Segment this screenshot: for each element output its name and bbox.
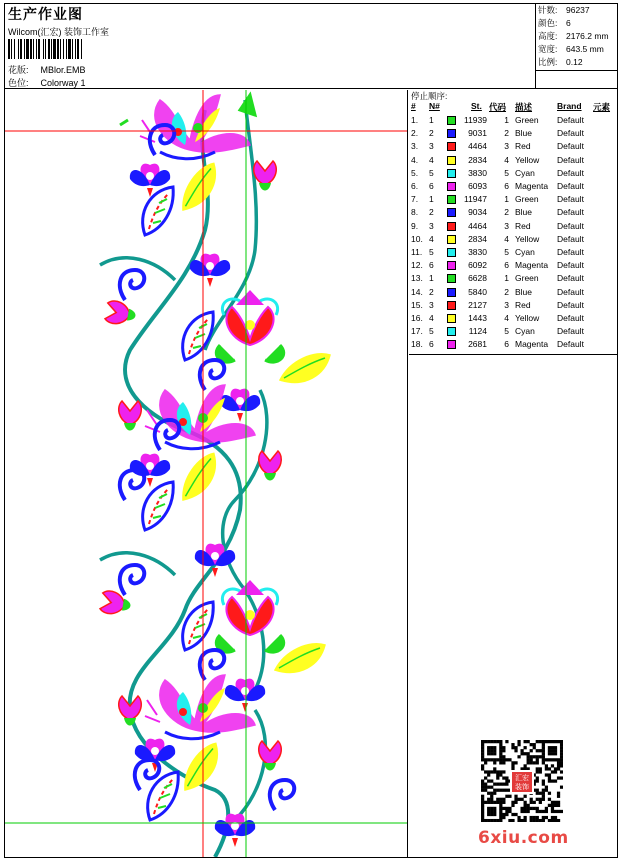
table-row <box>409 193 618 206</box>
spec-height: 高度: 2176.2 mm <box>538 31 609 41</box>
row-brand: Default <box>557 313 584 323</box>
row-needle: 6 <box>429 181 434 191</box>
row-code: 6 <box>504 181 509 191</box>
row-code: 2 <box>504 207 509 218</box>
header-stitches: St. <box>471 101 482 111</box>
row-needle: 4 <box>429 154 434 165</box>
row-description: Magenta <box>515 181 549 191</box>
row-description: Yellow <box>515 154 540 165</box>
spec-width: 宽度: 643.5 mm <box>538 44 604 54</box>
row-brand: Default <box>557 207 584 218</box>
header-description: 描述 <box>515 102 533 112</box>
row-stitches: 2834 <box>468 233 487 244</box>
color-swatch <box>447 182 456 191</box>
row-description: Cyan <box>515 167 535 178</box>
row-code: 5 <box>504 247 509 257</box>
stop-sequence-panel <box>409 90 618 355</box>
table-row <box>409 312 618 325</box>
colorway-value: Colorway 1 <box>40 78 86 88</box>
row-number: 12. <box>411 260 423 271</box>
table-row <box>409 325 618 338</box>
seal-stamp: 汇宏装饰 <box>510 770 534 794</box>
color-swatch <box>447 248 456 257</box>
row-stitches: 6628 <box>468 273 487 284</box>
row-description: Green <box>515 194 539 205</box>
row-brand: Default <box>557 299 584 310</box>
row-number: 11. <box>411 247 423 257</box>
table-row <box>409 338 618 351</box>
row-needle: 1 <box>429 115 434 125</box>
spec-colors: 颜色: 6 <box>538 18 571 28</box>
row-needle: 3 <box>429 299 434 310</box>
row-stitches: 11947 <box>463 194 487 205</box>
color-swatch <box>447 116 456 125</box>
company-name: Wilcom(汇宏) 装饰工作室 <box>8 27 109 37</box>
row-stitches: 4464 <box>468 220 487 231</box>
row-description: Blue <box>515 286 533 297</box>
row-number: 1. <box>411 115 419 125</box>
row-code: 6 <box>504 339 509 350</box>
row-description: Yellow <box>515 233 540 244</box>
row-description: Red <box>515 299 531 310</box>
row-stitches: 9034 <box>468 207 487 218</box>
row-brand: Default <box>557 326 584 337</box>
row-needle: 1 <box>429 194 434 205</box>
row-needle: 4 <box>429 313 434 323</box>
row-brand: Default <box>557 154 584 165</box>
table-row <box>409 286 618 299</box>
color-swatch <box>447 208 456 217</box>
watermark-logo: 6xiu.com <box>478 828 569 848</box>
row-code: 4 <box>504 154 509 165</box>
row-number: 13. <box>411 273 423 284</box>
table-row <box>409 259 618 272</box>
header-needle: N# <box>429 101 440 111</box>
table-row <box>409 167 618 180</box>
row-stitches: 2834 <box>468 154 487 165</box>
embroidery-preview <box>5 90 408 857</box>
row-code: 3 <box>504 141 509 152</box>
table-row <box>409 206 618 219</box>
row-brand: Default <box>557 141 584 152</box>
row-number: 7. <box>411 194 419 205</box>
row-needle: 4 <box>429 233 434 244</box>
header-element: 元素 <box>593 102 611 112</box>
color-swatch <box>447 129 456 138</box>
row-number: 6. <box>411 181 419 191</box>
row-stitches: 1443 <box>468 313 487 323</box>
row-code: 1 <box>504 194 509 205</box>
row-brand: Default <box>557 260 584 271</box>
color-swatch <box>447 156 456 165</box>
row-description: Blue <box>515 207 533 218</box>
header-spacer <box>536 71 618 89</box>
design-filename: MBlor.EMB <box>40 65 86 75</box>
row-description: Red <box>515 220 531 231</box>
row-needle: 3 <box>429 220 434 231</box>
row-needle: 6 <box>429 260 434 271</box>
row-brand: Default <box>557 286 584 297</box>
row-brand: Default <box>557 128 584 139</box>
row-code: 1 <box>504 273 509 284</box>
row-needle: 3 <box>429 141 434 152</box>
row-number: 16. <box>411 313 423 323</box>
row-brand: Default <box>557 220 584 231</box>
color-swatch <box>447 235 456 244</box>
design-specs <box>536 3 618 71</box>
row-brand: Default <box>557 194 584 205</box>
row-number: 3. <box>411 141 419 152</box>
row-stitches: 4464 <box>468 141 487 152</box>
header-code: 代码 <box>489 102 507 112</box>
spec-stitches: 针数: 96237 <box>538 5 590 15</box>
row-number: 2. <box>411 128 419 139</box>
row-code: 2 <box>504 286 509 297</box>
row-needle: 2 <box>429 286 434 297</box>
row-brand: Default <box>557 247 584 257</box>
table-row <box>409 299 618 312</box>
stop-sequence-title: 停止顺序: <box>411 91 448 101</box>
colorway-label: 色位: <box>8 78 29 88</box>
row-number: 9. <box>411 220 419 231</box>
design-label: 花版: <box>8 65 29 75</box>
row-code: 2 <box>504 128 509 139</box>
row-brand: Default <box>557 167 584 178</box>
header-panel <box>4 3 536 89</box>
row-needle: 2 <box>429 128 434 139</box>
row-number: 8. <box>411 207 419 218</box>
table-row <box>409 114 618 127</box>
row-number: 4. <box>411 154 419 165</box>
row-needle: 5 <box>429 247 434 257</box>
row-needle: 6 <box>429 339 434 350</box>
row-stitches: 3830 <box>468 167 487 178</box>
row-brand: Default <box>557 233 584 244</box>
color-swatch <box>447 288 456 297</box>
row-number: 18. <box>411 339 423 350</box>
row-stitches: 1124 <box>468 326 487 337</box>
row-number: 17. <box>411 326 423 337</box>
row-stitches: 6093 <box>468 181 487 191</box>
row-code: 5 <box>504 167 509 178</box>
row-description: Green <box>515 273 539 284</box>
row-code: 4 <box>504 313 509 323</box>
color-swatch <box>447 340 456 349</box>
row-description: Magenta <box>515 339 549 350</box>
color-swatch <box>447 261 456 270</box>
color-swatch <box>447 314 456 323</box>
spec-scale: 比例: 0.12 <box>538 57 583 67</box>
row-brand: Default <box>557 339 584 350</box>
row-number: 15. <box>411 299 423 310</box>
barcode <box>8 39 112 59</box>
row-needle: 1 <box>429 273 434 284</box>
row-stitches: 3830 <box>468 247 487 257</box>
page-title: 生产作业图 <box>8 6 83 22</box>
table-row <box>409 140 618 153</box>
stop-sequence-header <box>409 101 618 113</box>
row-stitches: 2127 <box>468 299 487 310</box>
row-needle: 5 <box>429 167 434 178</box>
color-swatch <box>447 274 456 283</box>
row-code: 6 <box>504 260 509 271</box>
row-number: 5. <box>411 167 419 178</box>
row-description: Red <box>515 141 531 152</box>
table-row <box>409 127 618 140</box>
design-canvas[interactable] <box>5 90 408 857</box>
header-num: # <box>411 101 416 111</box>
table-row <box>409 180 618 193</box>
color-swatch <box>447 222 456 231</box>
row-code: 1 <box>504 115 509 125</box>
row-code: 3 <box>504 220 509 231</box>
row-needle: 2 <box>429 207 434 218</box>
table-row <box>409 220 618 233</box>
design-file-row <box>8 63 86 76</box>
row-stitches: 11939 <box>463 115 487 125</box>
row-stitches: 2681 <box>468 339 487 350</box>
row-stitches: 5840 <box>468 286 487 297</box>
row-description: Cyan <box>515 247 535 257</box>
row-stitches: 6092 <box>468 260 487 271</box>
row-code: 4 <box>504 233 509 244</box>
color-swatch <box>447 301 456 310</box>
table-row <box>409 272 618 285</box>
color-swatch <box>447 142 456 151</box>
table-row <box>409 154 618 167</box>
header-brand: Brand <box>557 101 582 111</box>
color-swatch <box>447 169 456 178</box>
row-brand: Default <box>557 115 584 125</box>
row-number: 10. <box>411 233 423 244</box>
row-stitches: 9031 <box>468 128 487 139</box>
table-row <box>409 233 618 246</box>
row-brand: Default <box>557 273 584 284</box>
row-code: 3 <box>504 299 509 310</box>
row-code: 5 <box>504 326 509 337</box>
row-description: Cyan <box>515 326 535 337</box>
row-needle: 5 <box>429 326 434 337</box>
color-swatch <box>447 327 456 336</box>
table-row <box>409 246 618 259</box>
color-swatch <box>447 195 456 204</box>
row-description: Yellow <box>515 313 540 323</box>
colorway-row <box>8 76 86 89</box>
row-description: Blue <box>515 128 533 139</box>
row-brand: Default <box>557 181 584 191</box>
row-description: Magenta <box>515 260 549 271</box>
row-description: Green <box>515 115 539 125</box>
row-number: 14. <box>411 286 423 297</box>
